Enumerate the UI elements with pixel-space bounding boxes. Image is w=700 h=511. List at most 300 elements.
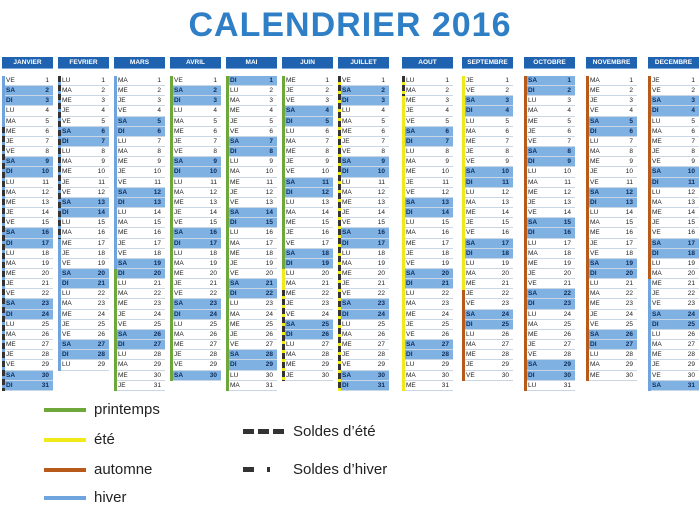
day-row [2,137,53,147]
weekday-label: VE [174,148,183,156]
legend-hiver [44,489,127,506]
weekday-label: DI [230,219,237,227]
weekday-label: SA [62,269,72,277]
day-number: 16 [41,229,49,237]
weekday-label: DI [6,310,13,318]
weekday-label: MA [652,269,662,277]
day-number: 10 [97,168,105,176]
day-number: 31 [687,381,695,389]
day-row [648,198,699,208]
day-row [2,259,53,269]
day-row [524,228,575,238]
weekday-label: DI [342,168,349,176]
day-row [226,310,277,320]
day-number: 28 [265,351,273,359]
weekday-label: ME [652,351,662,359]
weekday-label: DI [118,127,125,135]
day-row [338,76,389,86]
day-row [114,259,165,269]
day-number: 21 [501,280,509,288]
day-number: 12 [209,188,217,196]
day-row [524,371,575,381]
weekday-label: ME [652,280,662,288]
month-novembre [586,57,637,390]
day-number: 25 [321,320,329,328]
day-row [226,239,277,249]
weekday-label: MA [466,269,476,277]
day-number: 16 [687,229,695,237]
automne-swatch [44,468,86,472]
weekday-label: VE [466,371,475,379]
day-row [586,249,637,259]
day-row [170,208,221,218]
day-number: 20 [687,269,695,277]
day-row [226,269,277,279]
day-row [2,371,53,381]
day-number: 17 [687,239,695,247]
weekday-label: ME [62,239,72,247]
day-row [170,360,221,370]
weekday-label: VE [652,87,661,95]
weekday-label: MA [62,229,72,237]
weekday-label: DI [406,351,413,359]
month-janvier [2,57,53,390]
weekday-label: SA [652,381,662,389]
day-number: 6 [505,127,509,135]
day-row [402,218,453,228]
day-list [226,76,277,391]
day-number: 4 [381,107,385,115]
day-number: 24 [501,310,509,318]
day-number: 8 [505,148,509,156]
weekday-label: VE [652,371,661,379]
day-number: 18 [501,249,509,257]
day-row [648,350,699,360]
day-number: 2 [567,87,571,95]
weekday-label: LU [528,97,537,105]
day-number: 26 [377,330,385,338]
day-row [58,147,109,157]
day-row [648,289,699,299]
weekday-label: MA [342,259,352,267]
day-row [226,96,277,106]
day-number: 16 [321,229,329,237]
day-row [586,310,637,320]
day-row [2,228,53,238]
day-number: 27 [377,341,385,349]
day-row [586,371,637,381]
day-number: 27 [563,341,571,349]
day-number: 24 [441,310,449,318]
day-number: 29 [321,361,329,369]
day-number: 2 [629,87,633,95]
month-octobre [524,57,575,390]
season-bar-ete [402,76,405,391]
day-number: 4 [445,107,449,115]
weekday-label: DI [118,341,125,349]
weekday-label: VE [406,117,415,125]
day-row [58,249,109,259]
weekday-label: SA [286,107,296,115]
day-number: 26 [97,330,105,338]
day-row [2,198,53,208]
day-row [402,239,453,249]
weekday-label: VE [230,198,239,206]
day-row [282,106,333,116]
weekday-label: JE [230,188,238,196]
weekday-label: ME [466,351,476,359]
day-number: 26 [441,330,449,338]
day-row [170,188,221,198]
day-row [338,320,389,330]
weekday-label: VE [286,97,295,105]
weekday-label: JE [652,361,660,369]
weekday-label: ME [466,137,476,145]
day-number: 4 [45,107,49,115]
day-row [2,340,53,350]
weekday-label: LU [118,351,127,359]
day-row [58,208,109,218]
day-number: 21 [153,280,161,288]
day-row [2,167,53,177]
weekday-label: SA [342,300,352,308]
day-row [462,157,513,167]
weekday-label: JE [6,351,14,359]
weekday-label: LU [528,239,537,247]
day-number: 4 [101,107,105,115]
day-row [648,340,699,350]
day-number: 21 [625,280,633,288]
weekday-label: JE [174,209,182,217]
day-number: 15 [563,219,571,227]
weekday-label: VE [174,290,183,298]
day-number: 13 [687,198,695,206]
day-row [226,147,277,157]
day-number: 8 [691,148,695,156]
day-number: 8 [325,148,329,156]
weekday-label: SA [230,280,240,288]
day-number: 24 [209,310,217,318]
day-number: 30 [153,371,161,379]
weekday-label: MA [6,188,16,196]
day-number: 10 [265,168,273,176]
day-number: 20 [97,269,105,277]
weekday-label: LU [590,351,599,359]
legend-automne [44,461,152,478]
day-number: 24 [321,310,329,318]
day-number: 16 [625,229,633,237]
day-row [402,86,453,96]
day-row [402,340,453,350]
day-number: 9 [691,158,695,166]
weekday-label: VE [62,330,71,338]
weekday-label: MA [286,209,296,217]
day-number: 11 [210,178,217,186]
day-number: 12 [97,188,105,196]
day-number: 14 [625,209,633,217]
day-number: 29 [41,361,49,369]
day-row [586,157,637,167]
season-bar-automne [648,76,651,279]
day-row [524,259,575,269]
weekday-label: ME [590,300,600,308]
legend-soldes-ete-label: Soldes d’été [293,423,376,440]
day-number: 4 [691,107,695,115]
day-row [338,259,389,269]
day-row [2,381,53,391]
day-number: 27 [501,341,509,349]
day-row [226,350,277,360]
day-number: 26 [687,330,695,338]
weekday-label: ME [230,178,240,186]
day-row [282,299,333,309]
day-number: 6 [567,127,571,135]
weekday-label: LU [230,87,239,95]
day-row [648,218,699,228]
weekday-label: JE [118,381,126,389]
day-row [58,269,109,279]
day-row [648,96,699,106]
month-header: FEVRIER [58,57,109,69]
weekday-label: JE [590,239,598,247]
day-number: 1 [445,77,449,84]
day-number: 6 [325,127,329,135]
weekday-label: JE [230,330,238,338]
day-row [586,279,637,289]
day-number: 2 [269,87,273,95]
weekday-label: SA [528,219,538,227]
day-number: 1 [45,77,49,84]
weekday-label: VE [528,137,537,145]
day-row [338,147,389,157]
day-row [586,208,637,218]
weekday-label: SA [174,229,184,237]
day-row [226,208,277,218]
soldes-bar [402,76,405,96]
day-row [114,360,165,370]
weekday-label: SA [62,127,72,135]
day-number: 27 [625,341,633,349]
day-row [402,167,453,177]
day-number: 19 [153,259,161,267]
weekday-label: JE [406,178,414,186]
weekday-label: DI [286,117,293,125]
day-row [58,340,109,350]
day-number: 25 [265,320,273,328]
day-row [282,269,333,279]
weekday-label: DI [174,239,181,247]
weekday-label: JE [466,77,474,84]
day-row [586,350,637,360]
weekday-label: MA [342,117,352,125]
day-number: 27 [687,341,695,349]
day-number: 29 [687,361,695,369]
day-row [282,198,333,208]
day-row [462,117,513,127]
day-row [2,320,53,330]
day-number: 22 [377,290,385,298]
month-header: OCTOBRE [524,57,575,69]
day-number: 24 [97,310,105,318]
day-row [462,228,513,238]
weekday-label: DI [118,198,125,206]
day-number: 8 [381,148,385,156]
day-number: 30 [377,371,385,379]
day-row [338,310,389,320]
day-row [338,249,389,259]
weekday-label: JE [230,259,238,267]
month-mai [226,57,277,390]
legend-ete [44,431,115,448]
day-number: 23 [377,300,385,308]
day-row [586,137,637,147]
day-number: 16 [97,229,105,237]
day-number: 28 [153,351,161,359]
weekday-label: JE [528,198,536,206]
weekday-label: VE [6,290,15,298]
weekday-label: VE [118,178,127,186]
day-number: 20 [209,269,217,277]
day-row [648,127,699,137]
day-row [282,340,333,350]
weekday-label: LU [174,107,183,115]
weekday-label: SA [528,361,538,369]
day-row [402,198,453,208]
day-number: 30 [625,371,633,379]
weekday-label: ME [286,361,296,369]
day-list [58,76,109,371]
day-number: 3 [325,97,329,105]
day-row [524,289,575,299]
day-number: 18 [153,249,161,257]
day-number: 27 [321,341,329,349]
day-row [2,299,53,309]
day-row [402,249,453,259]
day-row [462,198,513,208]
day-number: 30 [501,371,509,379]
day-number: 30 [321,371,329,379]
weekday-label: LU [406,148,415,156]
weekday-label: JE [6,280,14,288]
weekday-label: VE [174,77,183,84]
weekday-label: LU [652,117,661,125]
day-row [338,360,389,370]
legend-printemps [44,401,160,418]
day-row [114,208,165,218]
weekday-label: VE [230,269,239,277]
day-number: 14 [377,209,385,217]
weekday-label: LU [118,280,127,288]
day-row [462,137,513,147]
day-number: 14 [265,209,273,217]
day-number: 3 [381,97,385,105]
day-number: 23 [209,300,217,308]
weekday-label: VE [466,300,475,308]
day-row [648,310,699,320]
weekday-label: SA [466,310,476,318]
weekday-label: ME [6,127,16,135]
day-number: 7 [157,137,161,145]
day-row [2,96,53,106]
weekday-label: VE [590,249,599,257]
day-row [524,381,575,391]
day-number: 31 [441,381,449,389]
weekday-label: JE [62,320,70,328]
day-row [2,76,53,86]
day-row [338,127,389,137]
day-number: 24 [687,310,695,318]
day-number: 20 [441,269,449,277]
day-row [170,289,221,299]
weekday-label: VE [466,87,475,95]
day-number: 20 [265,269,273,277]
weekday-label: ME [230,107,240,115]
day-row [402,117,453,127]
day-number: 18 [97,249,105,257]
day-number: 2 [505,87,509,95]
day-row [282,350,333,360]
weekday-label: MA [406,158,416,166]
weekday-label: ME [118,300,128,308]
weekday-label: DI [286,188,293,196]
weekday-label: ME [286,219,296,227]
day-row [114,299,165,309]
day-number: 2 [325,87,329,95]
day-number: 19 [687,259,695,267]
day-number: 5 [505,117,509,125]
weekday-label: LU [528,168,537,176]
day-number: 17 [563,239,571,247]
day-number: 9 [157,158,161,166]
day-number: 18 [209,249,217,257]
day-row [462,218,513,228]
weekday-label: LU [230,300,239,308]
day-row [648,228,699,238]
day-number: 19 [563,259,571,267]
day-number: 7 [213,137,217,145]
day-number: 1 [505,77,509,84]
day-number: 10 [625,168,633,176]
weekday-label: SA [342,229,352,237]
weekday-label: MA [406,87,416,95]
day-row [462,147,513,157]
weekday-label: ME [590,371,600,379]
day-number: 29 [625,361,633,369]
day-list [338,76,389,391]
weekday-label: SA [652,310,662,318]
day-number: 18 [441,249,449,257]
day-row [2,350,53,360]
day-number: 13 [563,198,571,206]
day-row [586,239,637,249]
day-row [462,289,513,299]
day-number: 12 [153,188,161,196]
day-row [2,127,53,137]
weekday-label: SA [590,188,600,196]
day-number: 14 [321,209,329,217]
weekday-label: ME [6,341,16,349]
day-number: 30 [687,371,695,379]
day-row [170,299,221,309]
day-number: 11 [688,178,695,186]
day-number: 4 [213,107,217,115]
day-row [170,310,221,320]
weekday-label: ME [342,198,352,206]
weekday-label: MA [466,341,476,349]
weekday-label: DI [230,290,237,298]
day-row [648,117,699,127]
weekday-label: MA [230,310,240,318]
